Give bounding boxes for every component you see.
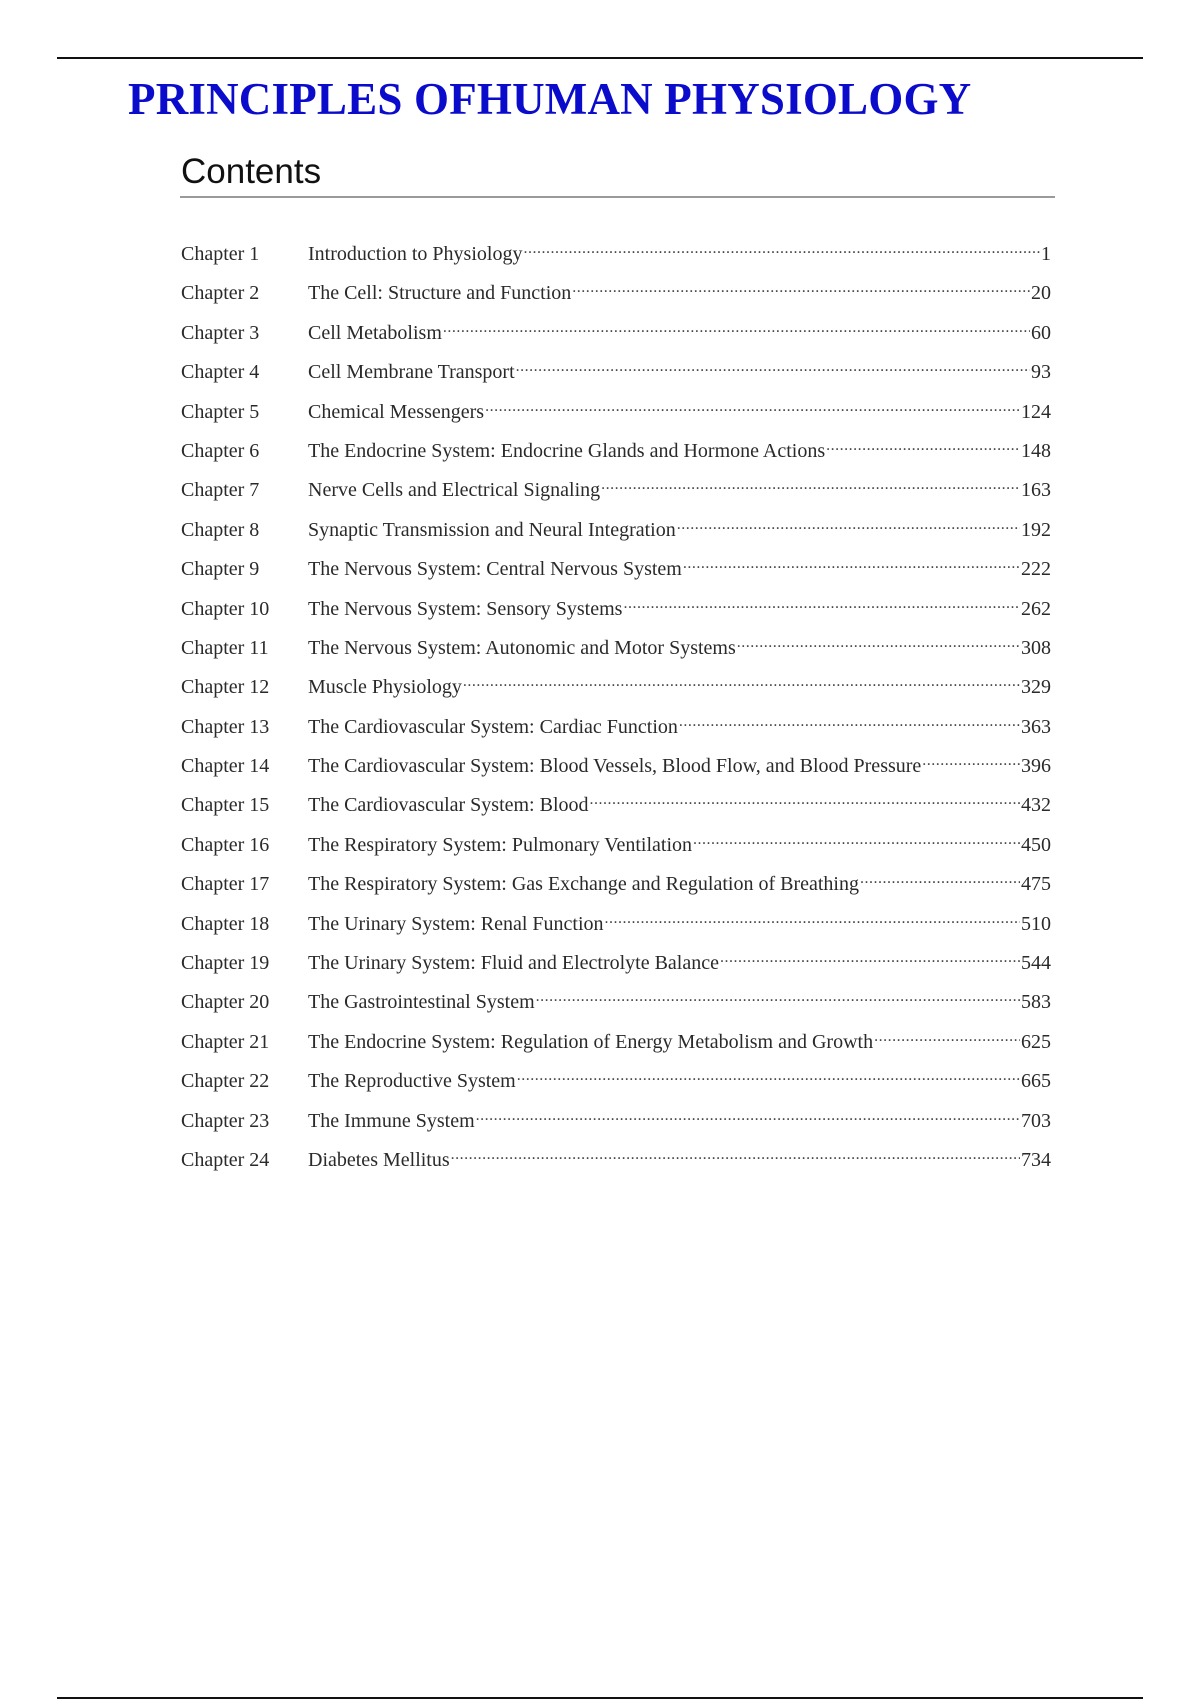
toc-page-number: 148 xyxy=(1021,439,1051,462)
top-rule xyxy=(57,57,1143,59)
toc-page-number: 583 xyxy=(1021,991,1051,1014)
toc-row[interactable] xyxy=(181,1067,1051,1106)
toc-chapter-title: The Urinary System: Fluid and Electrolyte Balance xyxy=(308,952,719,975)
toc-chapter-number: Chapter 9 xyxy=(181,558,260,581)
toc-page-number: 262 xyxy=(1021,597,1051,620)
table-of-contents xyxy=(181,240,1051,1185)
toc-chapter-number: Chapter 8 xyxy=(181,518,260,541)
toc-page-number: 475 xyxy=(1021,873,1051,896)
toc-chapter-title: Muscle Physiology xyxy=(308,676,462,699)
toc-page-number: 60 xyxy=(1031,321,1051,344)
toc-page-number: 192 xyxy=(1021,518,1051,541)
toc-row[interactable] xyxy=(181,595,1051,634)
toc-chapter-number: Chapter 7 xyxy=(181,479,260,502)
toc-page-number: 665 xyxy=(1021,1070,1051,1093)
toc-dot-leader xyxy=(679,713,1020,733)
toc-chapter-title: The Endocrine System: Endocrine Glands and Hormone Actions xyxy=(308,439,826,462)
toc-chapter-title: The Cardiovascular System: Blood xyxy=(308,794,589,817)
toc-chapter-number: Chapter 19 xyxy=(181,952,270,975)
toc-dot-leader xyxy=(693,831,1020,851)
toc-dot-leader xyxy=(922,752,1020,772)
toc-dot-leader xyxy=(720,949,1020,969)
toc-chapter-number: Chapter 6 xyxy=(181,439,260,462)
toc-row[interactable] xyxy=(181,279,1051,318)
toc-page-number: 396 xyxy=(1021,755,1051,778)
toc-dot-leader xyxy=(516,358,1030,378)
document-title: PRINCIPLES OFHUMAN PHYSIOLOGY xyxy=(128,74,972,124)
toc-chapter-number: Chapter 20 xyxy=(181,991,270,1014)
toc-chapter-number: Chapter 16 xyxy=(181,833,270,856)
toc-dot-leader xyxy=(476,1107,1020,1127)
toc-row[interactable] xyxy=(181,634,1051,673)
toc-dot-leader xyxy=(590,791,1020,811)
toc-chapter-title: The Nervous System: Autonomic and Motor Systems xyxy=(308,636,736,659)
contents-heading: Contents xyxy=(181,152,322,191)
toc-dot-leader xyxy=(523,240,1040,260)
toc-dot-leader xyxy=(572,279,1030,299)
toc-chapter-title: The Cardiovascular System: Cardiac Function xyxy=(308,715,678,738)
toc-chapter-title: The Cell: Structure and Function xyxy=(308,282,572,305)
toc-row[interactable] xyxy=(181,476,1051,515)
toc-dot-leader xyxy=(623,595,1020,615)
toc-chapter-number: Chapter 21 xyxy=(181,1030,270,1053)
toc-chapter-number: Chapter 17 xyxy=(181,873,270,896)
toc-page-number: 163 xyxy=(1021,479,1051,502)
toc-chapter-title: The Gastrointestinal System xyxy=(308,991,535,1014)
toc-dot-leader xyxy=(737,634,1020,654)
toc-chapter-title: Chemical Messengers xyxy=(308,400,485,423)
toc-row[interactable] xyxy=(181,1107,1051,1146)
toc-page-number: 734 xyxy=(1021,1148,1051,1171)
toc-chapter-number: Chapter 2 xyxy=(181,282,260,305)
toc-chapter-number: Chapter 11 xyxy=(181,636,269,659)
toc-chapter-title: The Endocrine System: Regulation of Energy Metabolism and Growth xyxy=(308,1030,874,1053)
toc-row[interactable] xyxy=(181,791,1051,830)
toc-chapter-title: The Cardiovascular System: Blood Vessels, Blood Flow, and Blood Pressure xyxy=(308,755,922,778)
toc-chapter-title: Introduction to Physiology xyxy=(308,243,523,265)
toc-chapter-title: Nerve Cells and Electrical Signaling xyxy=(308,479,601,502)
toc-chapter-number: Chapter 3 xyxy=(181,321,260,344)
toc-chapter-number: Chapter 4 xyxy=(181,361,260,384)
toc-dot-leader xyxy=(605,910,1020,930)
toc-row[interactable] xyxy=(181,1146,1051,1185)
toc-dot-leader xyxy=(860,870,1020,890)
toc-dot-leader xyxy=(517,1067,1020,1087)
toc-page-number: 432 xyxy=(1021,794,1051,817)
toc-row[interactable] xyxy=(181,910,1051,949)
toc-page-number: 510 xyxy=(1021,912,1051,935)
toc-row[interactable] xyxy=(181,752,1051,791)
toc-chapter-number: Chapter 14 xyxy=(181,755,270,778)
toc-chapter-title: The Reproductive System xyxy=(308,1070,516,1093)
toc-page-number: 93 xyxy=(1031,361,1051,384)
toc-dot-leader xyxy=(463,673,1020,693)
toc-page-number: 1 xyxy=(1041,243,1051,265)
toc-page-number: 625 xyxy=(1021,1030,1051,1053)
toc-page-number: 363 xyxy=(1021,715,1051,738)
toc-page-number: 544 xyxy=(1021,952,1051,975)
toc-chapter-title: The Nervous System: Central Nervous System xyxy=(308,558,682,581)
toc-chapter-title: The Respiratory System: Pulmonary Ventilation xyxy=(308,833,693,856)
toc-dot-leader xyxy=(677,516,1020,536)
toc-page-number: 329 xyxy=(1021,676,1051,699)
toc-chapter-number: Chapter 23 xyxy=(181,1109,270,1132)
toc-dot-leader xyxy=(485,398,1020,418)
toc-dot-leader xyxy=(683,555,1020,575)
toc-chapter-title: Diabetes Mellitus xyxy=(308,1148,450,1171)
contents-divider xyxy=(180,196,1055,198)
toc-dot-leader xyxy=(826,437,1020,457)
bottom-rule xyxy=(57,1697,1143,1699)
toc-row[interactable] xyxy=(181,437,1051,476)
toc-row[interactable] xyxy=(181,949,1051,988)
toc-chapter-title: The Nervous System: Sensory Systems xyxy=(308,597,623,620)
toc-row[interactable] xyxy=(181,555,1051,594)
toc-dot-leader xyxy=(451,1146,1020,1166)
toc-chapter-number: Chapter 13 xyxy=(181,715,270,738)
toc-row[interactable] xyxy=(181,870,1051,909)
toc-chapter-number: Chapter 24 xyxy=(181,1148,270,1171)
toc-chapter-number: Chapter 12 xyxy=(181,676,270,699)
toc-row[interactable] xyxy=(181,319,1051,358)
toc-chapter-number: Chapter 15 xyxy=(181,794,270,817)
toc-page-number: 124 xyxy=(1021,400,1051,423)
toc-row[interactable] xyxy=(181,240,1051,279)
toc-page-number: 450 xyxy=(1021,833,1051,856)
toc-row[interactable] xyxy=(181,673,1051,712)
toc-row[interactable] xyxy=(181,516,1051,555)
toc-row[interactable] xyxy=(181,1028,1051,1067)
toc-row[interactable] xyxy=(181,398,1051,437)
toc-row[interactable] xyxy=(181,831,1051,870)
toc-page-number: 20 xyxy=(1031,282,1051,305)
toc-chapter-number: Chapter 10 xyxy=(181,597,270,620)
toc-chapter-title: The Respiratory System: Gas Exchange and Regulation of Breathing xyxy=(308,873,859,896)
toc-chapter-number: Chapter 5 xyxy=(181,400,260,423)
toc-dot-leader xyxy=(443,319,1030,339)
toc-chapter-title: Cell Metabolism xyxy=(308,321,442,344)
toc-page-number: 308 xyxy=(1021,636,1051,659)
toc-dot-leader xyxy=(601,476,1020,496)
toc-page-number: 703 xyxy=(1021,1109,1051,1132)
toc-chapter-title: The Urinary System: Renal Function xyxy=(308,912,604,935)
toc-row[interactable] xyxy=(181,988,1051,1027)
toc-chapter-number: Chapter 22 xyxy=(181,1070,270,1093)
toc-chapter-title: The Immune System xyxy=(308,1109,475,1132)
toc-dot-leader xyxy=(536,988,1020,1008)
toc-row[interactable] xyxy=(181,713,1051,752)
toc-chapter-title: Cell Membrane Transport xyxy=(308,361,515,384)
toc-dot-leader xyxy=(874,1028,1020,1048)
toc-row[interactable] xyxy=(181,358,1051,397)
toc-chapter-title: Synaptic Transmission and Neural Integration xyxy=(308,518,676,541)
toc-chapter-number: Chapter 18 xyxy=(181,912,270,935)
toc-page-number: 222 xyxy=(1021,558,1051,581)
toc-chapter-number: Chapter 1 xyxy=(181,243,260,265)
